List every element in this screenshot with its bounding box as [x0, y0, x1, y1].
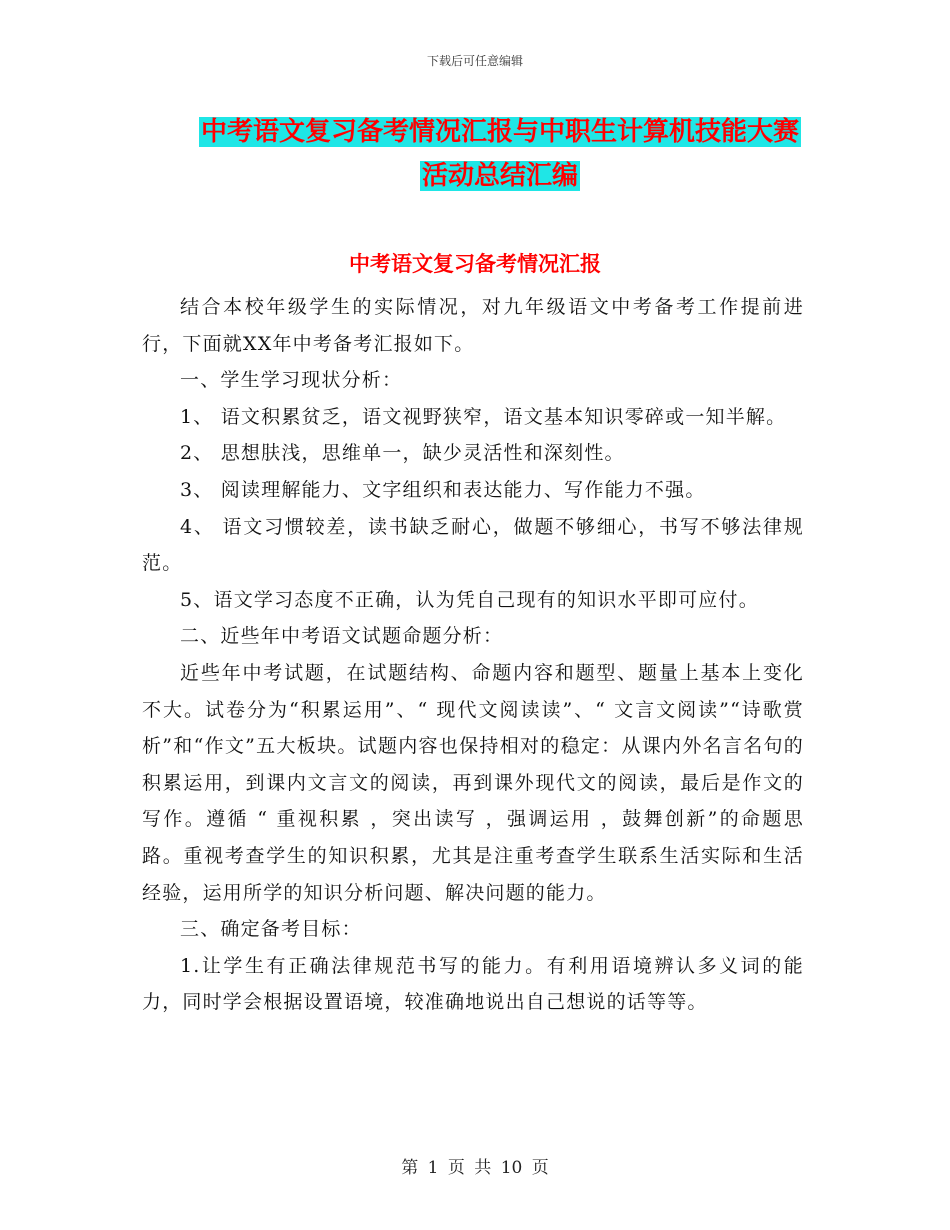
title-line-2: 活动总结汇编 — [421, 161, 578, 191]
list-item: 5、语文学习态度不正确，认为凭自己现有的知识水平即可应付。 — [180, 588, 759, 611]
title-line-1: 中考语文复习备考情况汇报与中职生计算机技能大赛 — [200, 117, 799, 147]
paragraph-exam-analysis: 近些年中考试题，在试题结构、命题内容和题型、题量上基本上变化不大。试卷分为“积累运用”、“ 现代文阅读读”、“ 文言文阅读”“诗歌赏析”和“作文”五大板块。试题内容也保持相对的稳定：从课内外名言名句的积累运用，到课内文言文的阅读，再到课外现代文的阅读，最后是作文的写作。遵循 “ 重视积累 ，突出读写 ，强调运用 ，鼓舞创新”的命题思路。重视考查学生的知识积累，尤其是注重考查学生联系生活实际和生活经验，运用所学的知识分析问题、解决问题的能力。 — [142, 661, 804, 904]
list-item: 3、 阅读理解能力、文字组织和表达能力、写作能力不强。 — [180, 478, 706, 501]
heading-student-status: 一、学生学习现状分析： — [180, 369, 403, 392]
document-title — [150, 110, 850, 198]
list-item: 4、 语文习惯较差，读书缺乏耐心，做题不够细心，书写不够法律规范。 — [142, 515, 804, 575]
body-text — [142, 289, 804, 1021]
list-item: 1.让学生有正确法律规范书写的能力。有利用语境辨认多义词的能力，同时学会根据设置语境，较准确地说出自己想说的话等等。 — [142, 954, 804, 1014]
list-item: 2、 思想肤浅，思维单一，缺少灵活性和深刻性。 — [180, 442, 625, 465]
heading-exam-analysis: 二、近些年中考语文试题命题分析： — [180, 625, 504, 648]
paragraph-intro: 结合本校年级学生的实际情况，对九年级语文中考备考工作提前进行，下面就XX年中考备考汇报如下。 — [142, 296, 804, 355]
header-note: 下载后可任意编辑 — [426, 54, 523, 68]
page-footer: 第 1 页 共 10 页 — [401, 1158, 549, 1178]
list-item: 1、 语文积累贫乏，语文视野狭窄，语文基本知识零碎或一知半解。 — [180, 405, 787, 428]
section-title: 中考语文复习备考情况汇报 — [349, 252, 601, 276]
heading-goals: 三、确定备考目标： — [180, 918, 362, 941]
